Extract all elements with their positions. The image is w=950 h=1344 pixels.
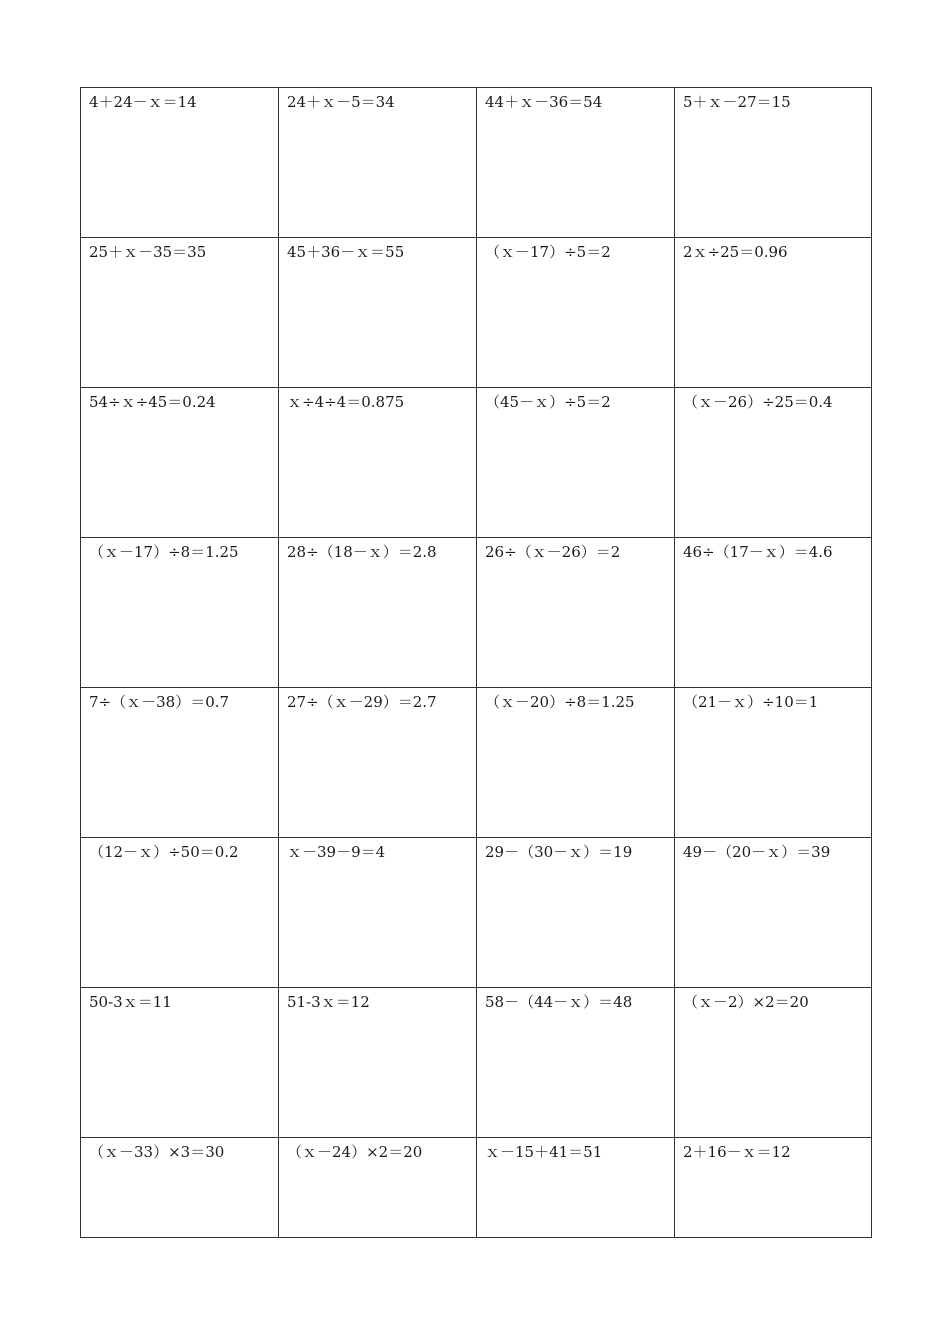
equation-cell: 54÷ｘ÷45＝0.24 <box>81 388 279 538</box>
equation-cell: ｘ－39－9＝4 <box>279 838 477 988</box>
equation-cell: 5＋ｘ－27＝15 <box>675 88 872 238</box>
equation-cell: （ｘ－33）×3＝30 <box>81 1138 279 1238</box>
worksheet-row <box>81 988 872 1138</box>
equation-worksheet-table <box>80 87 872 1238</box>
equation-cell: 51-3ｘ＝12 <box>279 988 477 1138</box>
equation-cell: 58－（44－ｘ）＝48 <box>477 988 675 1138</box>
equation-cell: 25＋ｘ－35＝35 <box>81 238 279 388</box>
equation-cell: （ｘ－26）÷25＝0.4 <box>675 388 872 538</box>
equation-cell: （ｘ－17）÷8＝1.25 <box>81 538 279 688</box>
worksheet-row <box>81 838 872 988</box>
equation-cell: 2ｘ÷25＝0.96 <box>675 238 872 388</box>
equation-cell: 26÷（ｘ－26）＝2 <box>477 538 675 688</box>
worksheet-row <box>81 88 872 238</box>
equation-cell: 28÷（18－ｘ）＝2.8 <box>279 538 477 688</box>
equation-cell: （21－ｘ）÷10＝1 <box>675 688 872 838</box>
equation-cell: ｘ÷4÷4＝0.875 <box>279 388 477 538</box>
worksheet-row <box>81 1138 872 1238</box>
equation-cell: （ｘ－24）×2＝20 <box>279 1138 477 1238</box>
equation-cell: 7÷（ｘ－38）＝0.7 <box>81 688 279 838</box>
equation-cell: 29－（30－ｘ）＝19 <box>477 838 675 988</box>
equation-cell: 2＋16－ｘ＝12 <box>675 1138 872 1238</box>
worksheet-row <box>81 388 872 538</box>
equation-cell: （45－ｘ）÷5＝2 <box>477 388 675 538</box>
equation-cell: 46÷（17－ｘ）＝4.6 <box>675 538 872 688</box>
worksheet-row <box>81 538 872 688</box>
equation-cell: 24＋ｘ－5＝34 <box>279 88 477 238</box>
equation-cell: （ｘ－2）×2＝20 <box>675 988 872 1138</box>
equation-cell: 4＋24－ｘ＝14 <box>81 88 279 238</box>
equation-cell: 49－（20－ｘ）＝39 <box>675 838 872 988</box>
equation-cell: （ｘ－17）÷5＝2 <box>477 238 675 388</box>
equation-cell: 50-3ｘ＝11 <box>81 988 279 1138</box>
equation-cell: （12－ｘ）÷50＝0.2 <box>81 838 279 988</box>
worksheet-row <box>81 238 872 388</box>
equation-cell: （ｘ－20）÷8＝1.25 <box>477 688 675 838</box>
worksheet-row <box>81 688 872 838</box>
equation-cell: ｘ－15＋41＝51 <box>477 1138 675 1238</box>
equation-cell: 27÷（ｘ－29）＝2.7 <box>279 688 477 838</box>
equation-cell: 44＋ｘ－36＝54 <box>477 88 675 238</box>
equation-cell: 45＋36－ｘ＝55 <box>279 238 477 388</box>
worksheet-body <box>81 88 872 1238</box>
